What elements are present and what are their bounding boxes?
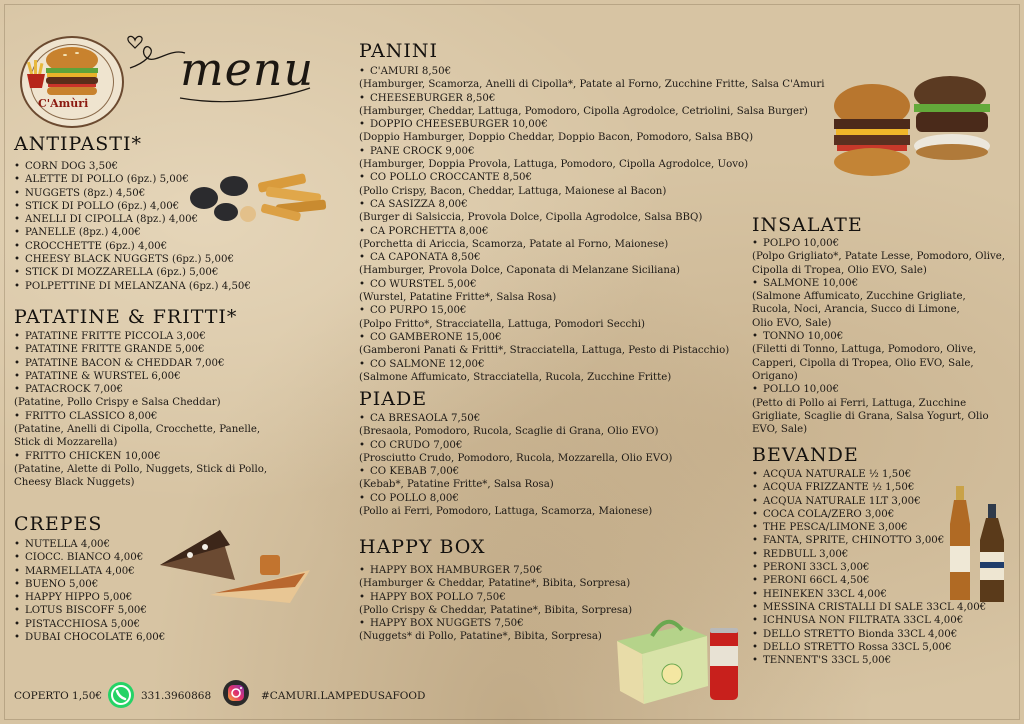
list-item: • CO CRUDO 7,00€ (Prosciutto Crudo, Pomodoro, Rucola, Mozzarella, Olio EVO) xyxy=(359,439,673,464)
list-item: • TENNENT'S 33CL 5,00€ xyxy=(752,655,892,667)
phone-text: 331.3960868 xyxy=(141,690,212,702)
happy-box-image xyxy=(612,606,752,706)
list-item: • DELLO STRETTO Rossa 33CL 5,00€ xyxy=(752,641,952,653)
list-item: • NUTELLA 4,00€ xyxy=(14,539,111,550)
instagram-handle: #CAMURI.LAMPEDUSAFOOD xyxy=(261,690,426,702)
list-item: • NUGGETS (8pz.) 4,50€ xyxy=(14,187,146,199)
list-item: • REDBULL 3,00€ xyxy=(752,548,849,560)
list-item: • ACQUA NATURALE 1LT 3,00€ xyxy=(752,495,921,507)
list-item: • MARMELLATA 4,00€ xyxy=(14,565,135,577)
list-item: • LOTUS BISCOFF 5,00€ xyxy=(14,605,147,617)
crepes-list xyxy=(14,538,165,644)
list-item: • FRITTO CHICKEN 10,00€ (Patatine, Alette di Pollo, Nuggets, Stick di Pollo, Cheesy Black Nuggets) xyxy=(14,450,268,489)
list-item: • CO WURSTEL 5,00€ (Wurstel, Patatine Fritte*, Salsa Rosa) xyxy=(359,278,557,304)
list-item: • THE PESCA/LIMONE 3,00€ xyxy=(752,522,908,534)
list-item: • POLLO 10,00€ (Petto di Pollo ai Ferri, Lattuga, Zucchine Grigliate, Scaglie di Grana, Salsa Yogurt, Olio EVO, Sale) xyxy=(752,384,989,436)
whatsapp-icon xyxy=(107,681,135,709)
beer-bottles-image xyxy=(946,484,1012,604)
list-item: • PATATINE FRITTE GRANDE 5,00€ xyxy=(14,344,205,356)
crepes-image xyxy=(150,525,315,605)
list-item: • HEINEKEN 33CL 4,00€ xyxy=(752,588,887,600)
list-item: • ICHNUSA NON FILTRATA 33CL 4,00€ xyxy=(752,615,964,627)
list-item: • STICK DI POLLO (6pz.) 4,00€ xyxy=(14,200,180,212)
list-item: • CO KEBAB 7,00€ (Kebab*, Patatine Fritte*, Salsa Rosa) xyxy=(359,466,554,491)
list-item: • CA PORCHETTA 8,00€ (Porchetta di Ariccia, Scamorza, Patate al Forno, Maionese) xyxy=(359,225,669,250)
burgers-image xyxy=(822,74,1002,189)
happybox-list xyxy=(359,564,632,644)
logo-text: C'Amùri xyxy=(38,97,89,110)
insalate-list xyxy=(752,237,1005,436)
piade-list xyxy=(359,412,672,518)
patatine-list xyxy=(14,330,267,490)
list-item: • SALMONE 10,00€ (Salmone Affumicato, Zucchine Grigliate, Rucola, Noci, Arancia, Succo di Limone, Olio EVO, Sale) xyxy=(752,277,966,329)
list-item: • PERONI 66CL 4,50€ xyxy=(752,575,870,587)
fried-snacks-image xyxy=(186,168,336,228)
list-item: • PISTACCHIOSA 5,00€ xyxy=(14,618,141,630)
list-item: • CA BRESAOLA 7,50€ (Bresaola, Pomodoro, Rucola, Scaglie di Grana, Olio EVO) xyxy=(359,413,659,438)
list-item: • FANTA, SPRITE, CHINOTTO 3,00€ xyxy=(752,535,945,547)
list-item: • POLPETTINE DI MELANZANA (6pz.) 4,50€ xyxy=(14,280,251,292)
bevande-title: BEVANDE xyxy=(752,444,859,466)
list-item: • DUBAI CHOCOLATE 6,00€ xyxy=(14,632,166,644)
list-item: • DELLO STRETTO Bionda 33CL 4,00€ xyxy=(752,628,958,640)
instagram-icon xyxy=(222,679,250,707)
crepes-title: CREPES xyxy=(14,513,103,535)
list-item: • CA CAPONATA 8,50€ (Hamburger, Provola Dolce, Caponata di Melanzane Siciliana) xyxy=(359,252,681,277)
happybox-title: HAPPY BOX xyxy=(359,536,486,558)
menu-title: menu xyxy=(180,42,315,96)
list-item: • PANELLE (8pz.) 4,00€ xyxy=(14,227,141,239)
coperto-text: COPERTO 1,50€ xyxy=(14,690,103,702)
list-item: • STICK DI MOZZARELLA (6pz.) 5,00€ xyxy=(14,267,219,279)
fries-icon xyxy=(26,60,46,88)
list-item: • HAPPY BOX HAMBURGER 7,50€ (Hamburger & Cheddar, Patatine*, Bibita, Sorpresa) xyxy=(359,565,631,590)
list-item: • CHEESEBURGER 8,50€ (Hamburger, Cheddar, Lattuga, Pomodoro, Cipolla Agrodolce, Cetriolini, Salsa Burger) xyxy=(359,92,808,117)
list-item: • CO SALMONE 12,00€ (Salmone Affumicato, Stracciatella, Rucola, Zucchine Fritte) xyxy=(359,358,672,383)
list-item: • C'AMURI 8,50€ (Hamburger, Scamorza, Anelli di Cipolla*, Patate al Forno, Zucchine Fritte, Salsa C'Amuri xyxy=(359,66,825,91)
list-item: • DOPPIO CHEESEBURGER 10,00€ (Doppio Hamburger, Doppio Cheddar, Doppio Bacon, Pomodoro, Salsa BBQ) xyxy=(359,119,754,144)
panini-title: PANINI xyxy=(359,40,439,62)
list-item: • CIOCC. BIANCO 4,00€ xyxy=(14,552,144,564)
list-item: • PANE CROCK 9,00€ (Hamburger, Doppia Provola, Lattuga, Pomodoro, Cipolla Agrodolce, Uovo) xyxy=(359,145,749,171)
list-item: • PERONI 33CL 3,00€ xyxy=(752,562,870,574)
piade-title: PIADE xyxy=(359,388,428,410)
antipasti-title: ANTIPASTI* xyxy=(14,133,142,155)
list-item: • HAPPY HIPPO 5,00€ xyxy=(14,592,133,604)
list-item: • CO GAMBERONE 15,00€ (Gamberoni Panati & Fritti*, Stracciatella, Lattuga, Pesto di Pistacchio) xyxy=(359,331,730,357)
list-item: • PATACROCK 7,00€ (Patatine, Pollo Crispy e Salsa Cheddar) xyxy=(14,384,221,409)
list-item: • PATATINE FRITTE PICCOLA 3,00€ xyxy=(14,331,206,342)
list-item: • ANELLI DI CIPOLLA (8pz.) 4,00€ xyxy=(14,214,199,226)
list-item: • POLPO 10,00€ (Polpo Grigliato*, Patate Lesse, Pomodoro, Olive, Cipolla di Tropea, Olio EVO, Sale) xyxy=(752,238,1006,276)
list-item: • CO POLLO CROCCANTE 8,50€ (Pollo Crispy, Bacon, Cheddar, Lattuga, Maionese al Bacon) xyxy=(359,172,667,197)
list-item: • ALETTE DI POLLO (6pz.) 5,00€ xyxy=(14,174,189,186)
list-item: • TONNO 10,00€ (Filetti di Tonno, Lattuga, Pomodoro, Olive, Capperi, Cipolla di Tropea, Olio EVO, Sale, Origano) xyxy=(752,331,977,382)
list-item: • ACQUA NATURALE ½ 1,50€ xyxy=(752,469,912,480)
list-item: • ACQUA FRIZZANTE ½ 1,50€ xyxy=(752,482,915,494)
list-item: • BUENO 5,00€ xyxy=(14,578,99,590)
list-item: • PATATINE BACON & CHEDDAR 7,00€ xyxy=(14,357,225,369)
insalate-title: INSALATE xyxy=(752,214,863,236)
patatine-title: PATATINE & FRITTI* xyxy=(14,306,238,328)
list-item: • COCA COLA/ZERO 3,00€ xyxy=(752,508,895,520)
list-item: • CHEESY BLACK NUGGETS (6pz.) 5,00€ xyxy=(14,254,234,266)
list-item: • FRITTO CLASSICO 8,00€ (Patatine, Anelli di Cipolla, Crocchette, Panelle, Stick di Mozzarella) xyxy=(14,410,261,449)
list-item: • CROCCHETTE (6pz.) 4,00€ xyxy=(14,240,168,252)
logo xyxy=(20,36,124,128)
list-item: • HAPPY BOX POLLO 7,50€ (Pollo Crispy & Cheddar, Patatine*, Bibita, Sorpresa) xyxy=(359,591,633,616)
list-item: • HAPPY BOX NUGGETS 7,50€ (Nuggets* di Pollo, Patatine*, Bibita, Sorpresa) xyxy=(359,618,602,643)
list-item: • MESSINA CRISTALLI DI SALE 33CL 4,00€ xyxy=(752,601,987,613)
list-item: • CO PURPO 15,00€ (Polpo Fritto*, Stracciatella, Lattuga, Pomodori Secchi) xyxy=(359,305,646,330)
list-item: • CO POLLO 8,00€ (Pollo ai Ferri, Pomodoro, Lattuga, Scamorza, Maionese) xyxy=(359,492,653,518)
list-item: • PATATINE & WURSTEL 6,00€ xyxy=(14,370,181,382)
burger-icon xyxy=(37,46,107,98)
list-item: • CA SASIZZA 8,00€ (Burger di Salsiccia, Provola Dolce, Cipolla Agrodolce, Salsa BBQ) xyxy=(359,198,703,224)
list-item: • CORN DOG 3,50€ xyxy=(14,161,119,172)
